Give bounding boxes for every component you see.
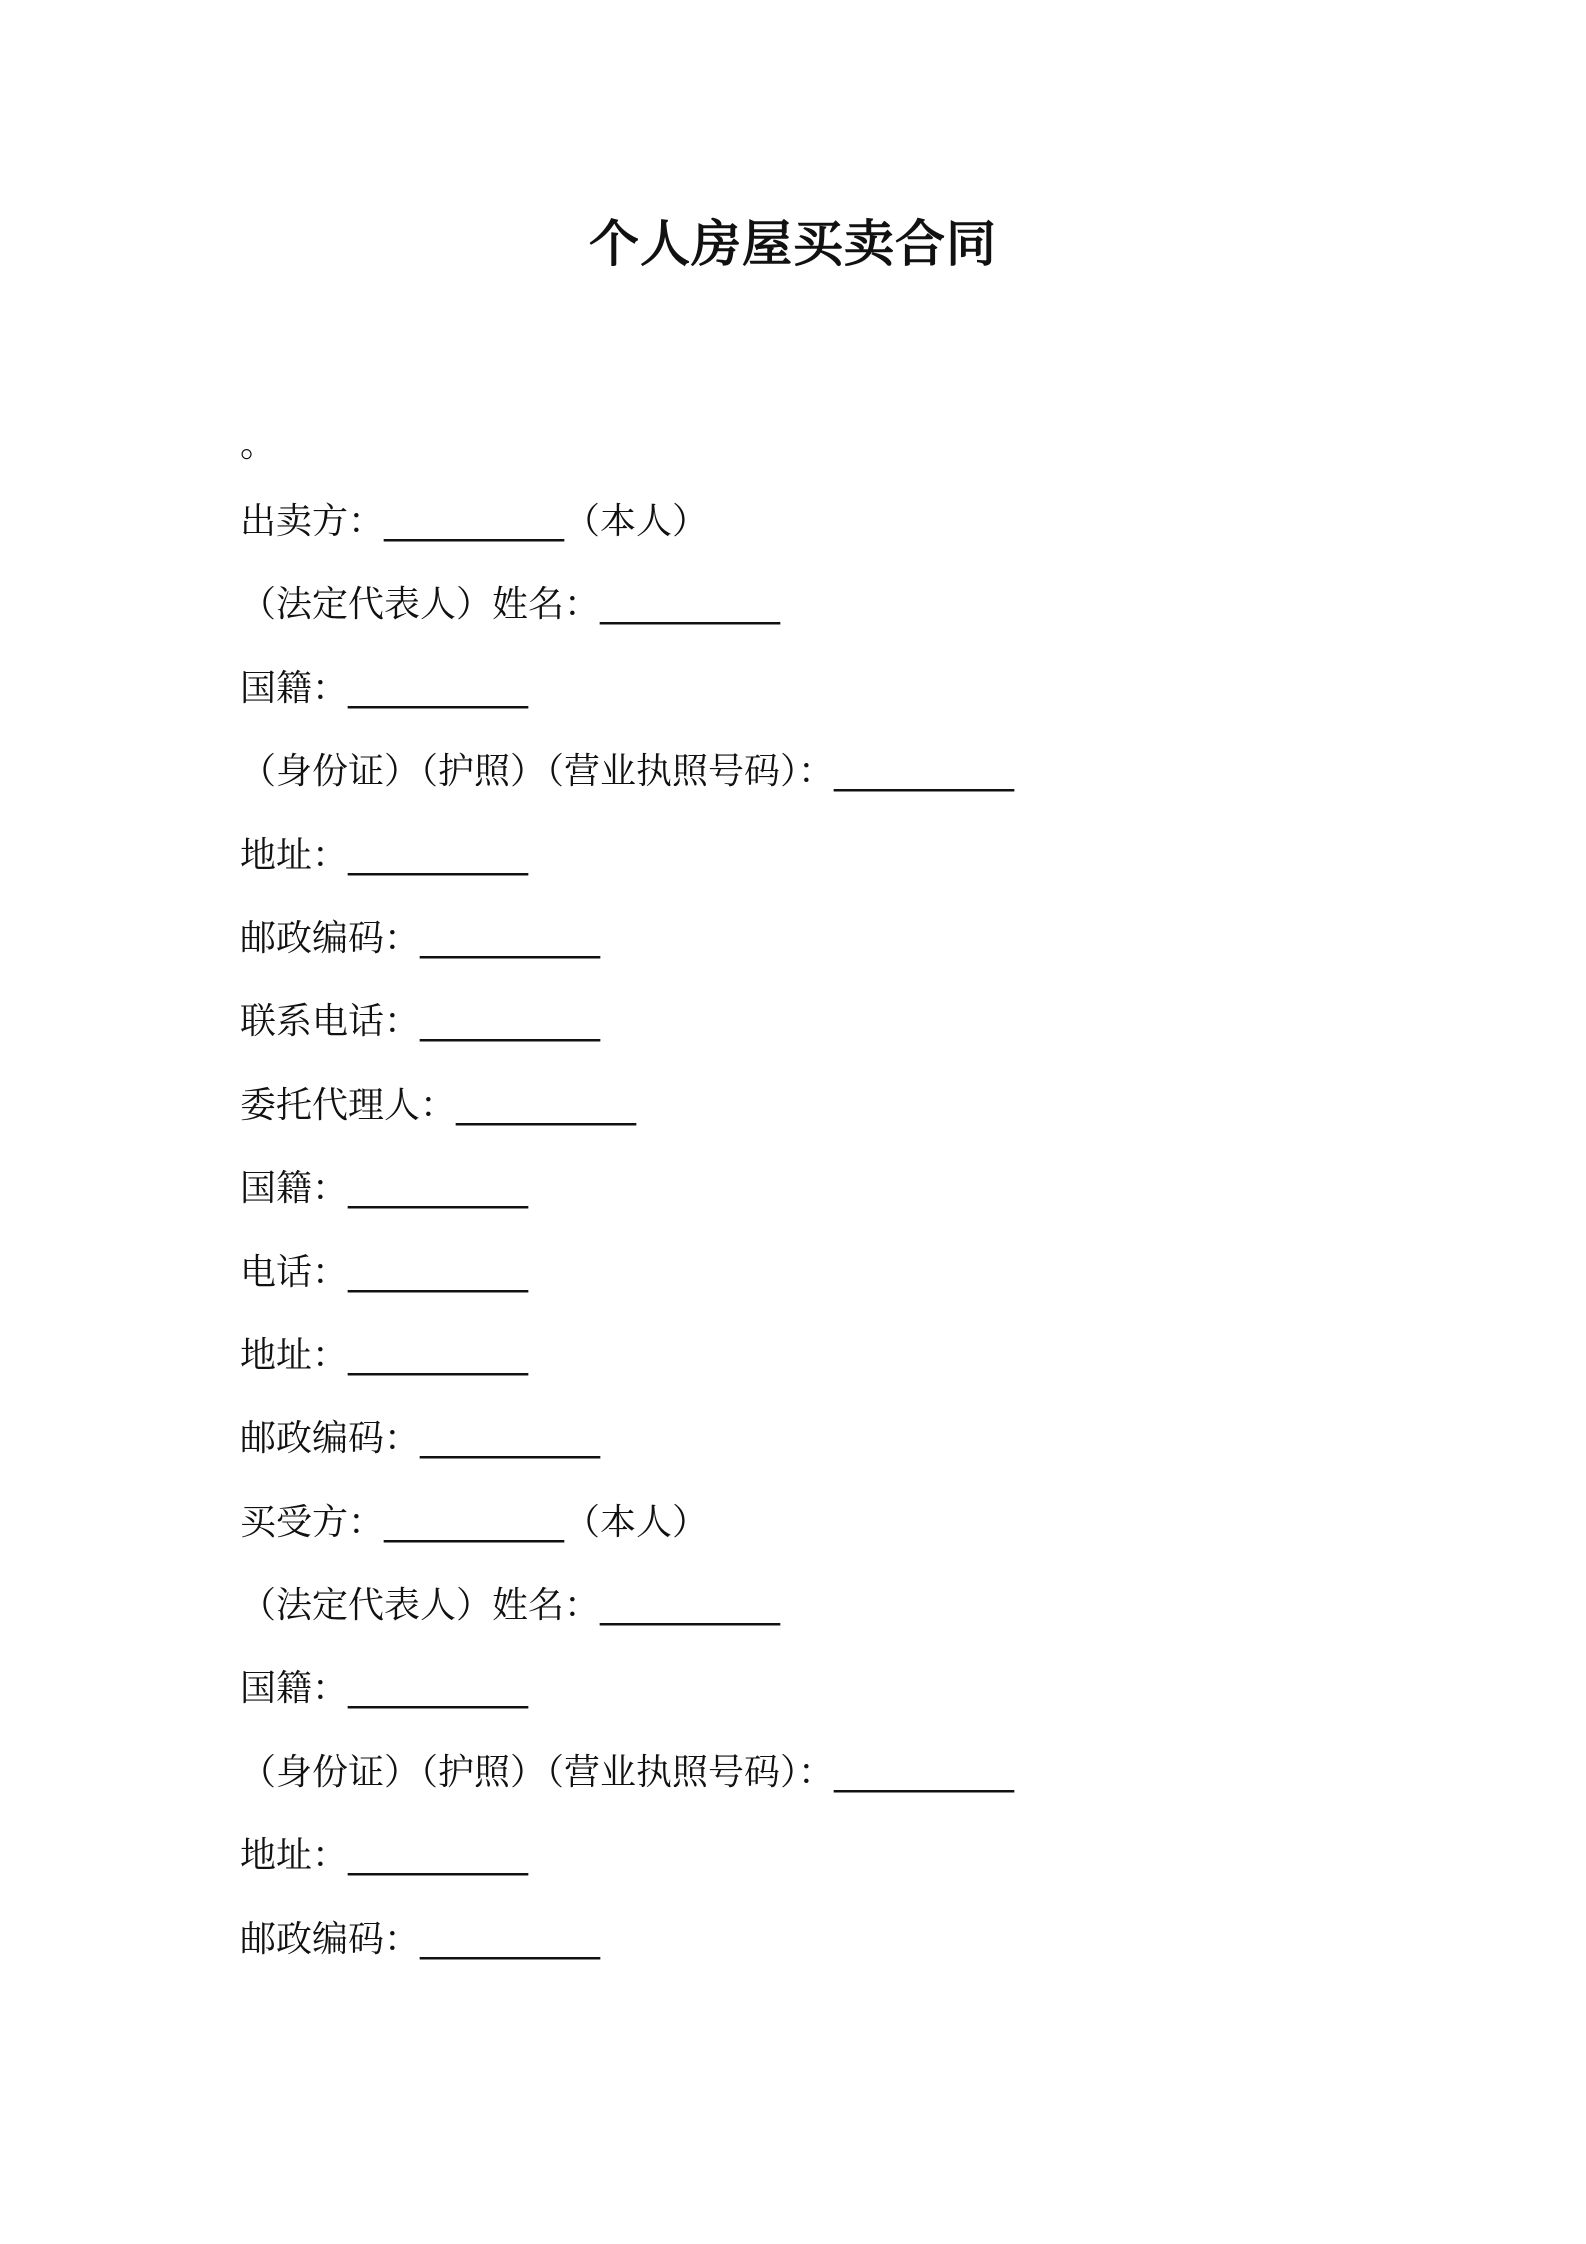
seller-address-line: 地址：__________: [240, 834, 529, 876]
seller-line: 出卖方：__________（本人）: [240, 501, 709, 542]
contract-body: [240, 410, 1440, 1981]
seller-postal-code-line: 邮政编码：__________: [240, 917, 601, 959]
seller-phone-line: 联系电话：__________: [240, 1001, 601, 1043]
agent-nationality-line: 国籍：__________: [240, 1168, 529, 1210]
seller-nationality-line: 国籍：__________: [240, 667, 529, 709]
buyer-postal-code-line: 邮政编码：__________: [240, 1918, 601, 1960]
buyer-line: 买受方：__________（本人）: [240, 1501, 709, 1543]
document-title: 个人房屋买卖合同: [589, 215, 997, 273]
seller-legal-rep-name-line: （法定代表人）姓名：__________: [240, 584, 781, 626]
buyer-nationality-line: 国籍：__________: [240, 1668, 529, 1710]
agent-line: 委托代理人：__________: [240, 1084, 637, 1126]
agent-address-line: 地址：__________: [240, 1334, 529, 1376]
agent-phone-line: 电话：__________: [240, 1251, 529, 1293]
buyer-address-line: 地址：__________: [240, 1835, 529, 1877]
seller-id-number-line: （身份证）（护照）（营业执照号码）：__________: [240, 751, 1015, 793]
text-line: 。: [240, 424, 277, 465]
agent-postal-code-line: 邮政编码：__________: [240, 1418, 601, 1460]
buyer-id-number-line: （身份证）（护照）（营业执照号码）：__________: [240, 1751, 1015, 1793]
buyer-legal-rep-name-line: （法定代表人）姓名：__________: [240, 1585, 781, 1627]
